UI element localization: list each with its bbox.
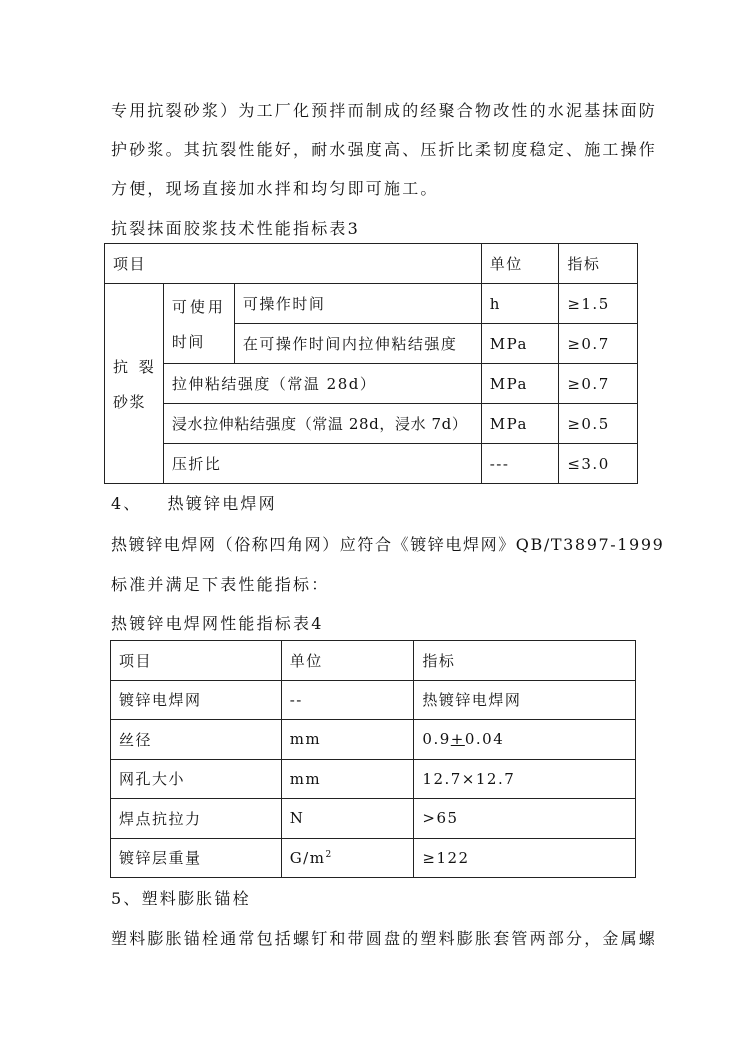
row-name: 可操作时间	[234, 284, 481, 324]
header-unit: 单位	[281, 641, 414, 681]
unit-superscript: 2	[325, 849, 333, 860]
section4-heading	[111, 491, 277, 514]
sub-group-line-2: 时间	[171, 332, 205, 351]
table-row	[111, 759, 636, 799]
table-header-row	[111, 641, 636, 681]
header-item: 项目	[111, 641, 282, 681]
table-row	[111, 680, 636, 720]
row-value: ≥0.7	[559, 364, 638, 404]
group-label	[105, 284, 164, 484]
intro-line-1: 专用抗裂砂浆）为工厂化预拌而制成的经聚合物改性的水泥基抹面防	[111, 101, 658, 120]
row-name: 网孔大小	[111, 759, 282, 799]
row-value: >65	[414, 799, 636, 839]
section4-heading-num: 4、	[111, 494, 142, 513]
row-unit: MPa	[481, 404, 559, 444]
header-item: 项目	[105, 244, 482, 284]
row-unit: MPa	[481, 364, 559, 404]
row-unit	[281, 838, 414, 878]
row-name: 镀锌电焊网	[111, 680, 282, 720]
header-unit: 单位	[481, 244, 559, 284]
row-unit: h	[481, 284, 559, 324]
section5-para-line-1: 塑料膨胀锚栓通常包括螺钉和带圆盘的塑料膨胀套管两部分，金属螺	[111, 929, 658, 948]
section4-para-line-2: 标准并满足下表性能指标：	[111, 575, 330, 594]
intro-line-3: 方便，现场直接加水拌和均匀即可施工。	[111, 179, 439, 198]
row-unit: MPa	[481, 324, 559, 364]
intro-line-2: 护砂浆。其抗裂性能好，耐水强度高、压折比柔韧度稳定、施工操作	[111, 140, 658, 159]
row-value: ≥122	[414, 838, 636, 878]
row-name: 丝径	[111, 720, 282, 760]
row-value: 热镀锌电焊网	[414, 680, 636, 720]
row-value: ≥0.7	[559, 324, 638, 364]
row-unit: --	[281, 680, 414, 720]
table-row	[111, 720, 636, 760]
table3	[104, 243, 638, 484]
section4-para-line-1: 热镀锌电焊网（俗称四角网）应符合《镀锌电焊网》QB/T3897-1999	[111, 535, 665, 554]
group-label-line-1: 抗 裂	[113, 357, 157, 376]
section5-heading: 5、塑料膨胀锚栓	[111, 889, 251, 908]
row-unit: mm	[281, 720, 414, 760]
unit-base: G/m	[289, 848, 326, 867]
row-name: 浸水拉伸粘结强度（常温 28d，浸水 7d）	[163, 404, 481, 444]
row-unit: ---	[481, 444, 559, 484]
table4	[110, 640, 636, 878]
value-part-a: 0.9	[422, 730, 451, 749]
row-value	[414, 720, 636, 760]
table-row	[105, 284, 638, 324]
row-name: 在可操作时间内拉伸粘结强度	[234, 324, 481, 364]
row-name: 焊点抗拉力	[111, 799, 282, 839]
row-unit: N	[281, 799, 414, 839]
row-value: ≤3.0	[559, 444, 638, 484]
group-label-line-2: 砂浆	[113, 392, 147, 411]
row-value: ≥1.5	[559, 284, 638, 324]
table-header-row	[105, 244, 638, 284]
table-row	[111, 799, 636, 839]
table-row	[105, 404, 638, 444]
header-value: 指标	[559, 244, 638, 284]
row-value: 12.7×12.7	[414, 759, 636, 799]
row-name: 压折比	[163, 444, 481, 484]
value-part-c: 0.04	[464, 730, 505, 749]
table-row	[105, 364, 638, 404]
row-name: 拉伸粘结强度（常温 28d）	[163, 364, 481, 404]
table-row	[105, 444, 638, 484]
table3-caption: 抗裂抹面胶浆技术性能指标表3	[111, 219, 360, 238]
sub-group-line-1: 可使用	[171, 297, 226, 316]
sub-group-label	[163, 284, 234, 364]
table4-caption: 热镀锌电焊网性能指标表4	[111, 614, 324, 633]
row-name: 镀锌层重量	[111, 838, 282, 878]
header-value: 指标	[414, 641, 636, 681]
value-plus-minus: +	[450, 730, 465, 749]
section4-heading-text: 热镀锌电焊网	[167, 494, 277, 513]
row-unit: mm	[281, 759, 414, 799]
table-row	[111, 838, 636, 878]
row-value: ≥0.5	[559, 404, 638, 444]
